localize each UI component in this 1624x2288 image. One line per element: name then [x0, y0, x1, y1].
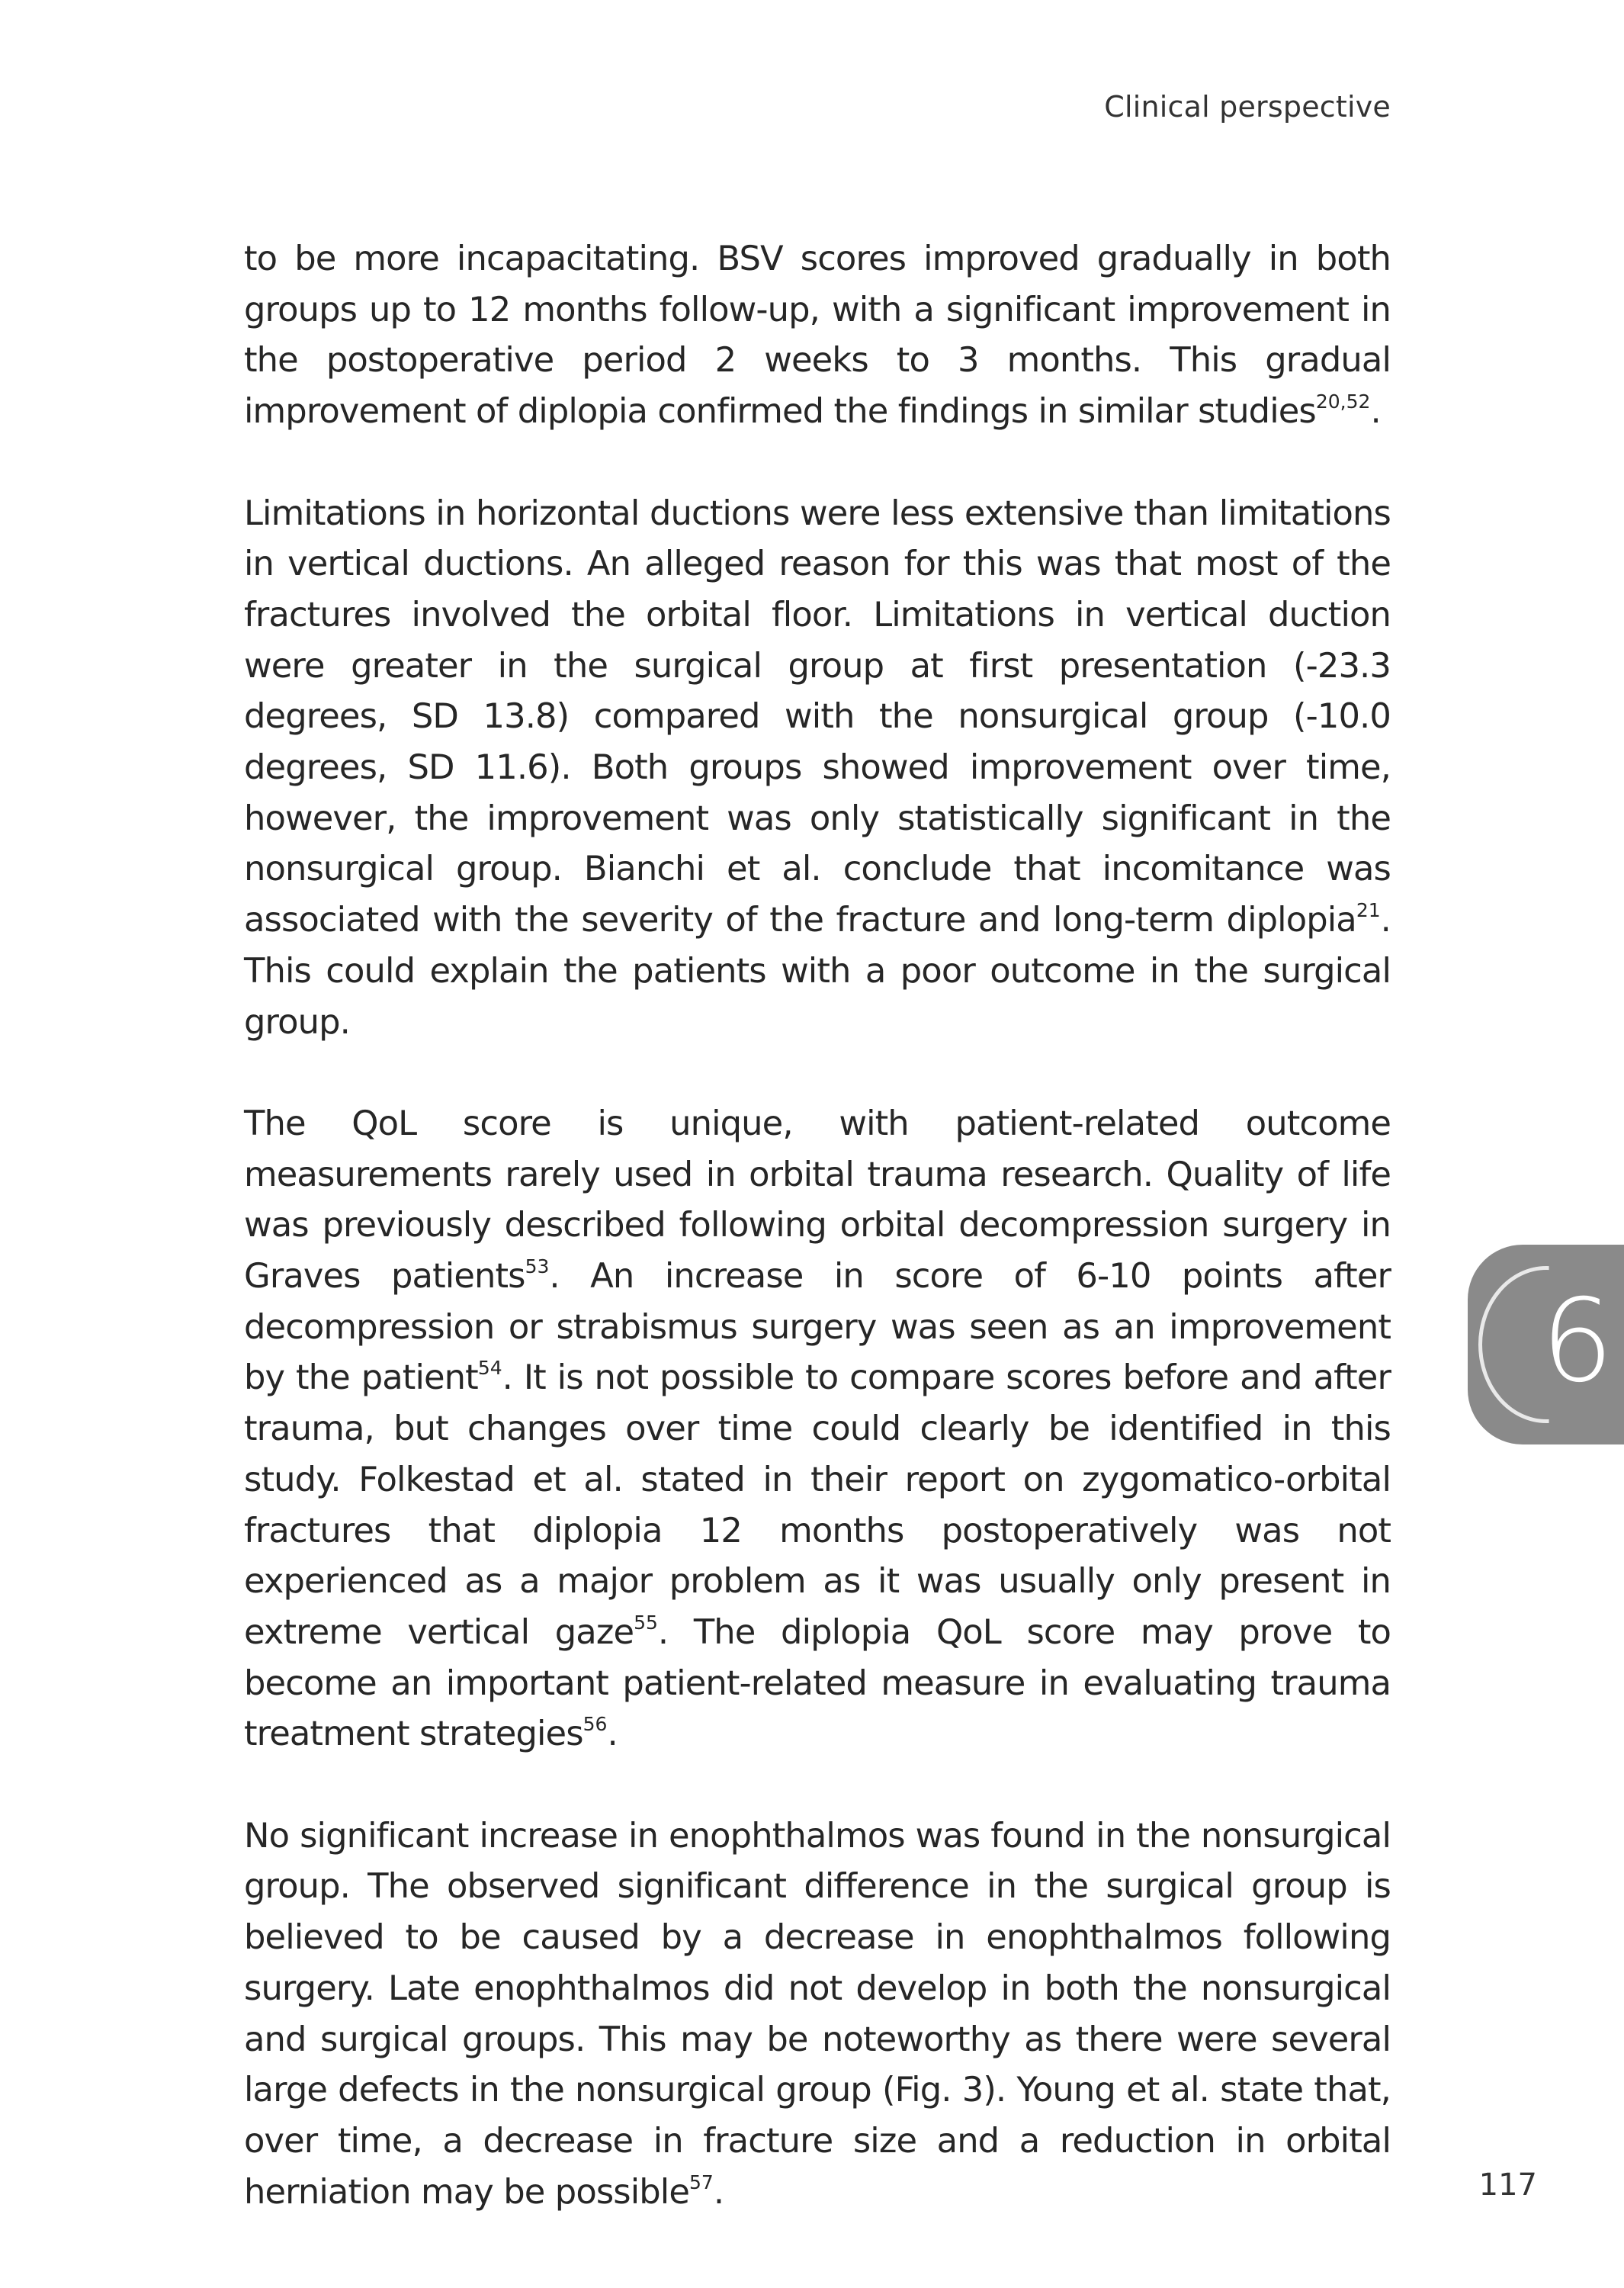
citation-ref: 57 — [689, 2171, 714, 2193]
citation-ref: 54 — [477, 1357, 502, 1380]
paragraph — [244, 1811, 1391, 2218]
paragraph — [244, 488, 1391, 1048]
chapter-number: 6 — [1541, 1275, 1614, 1408]
text-run: Limitations in horizontal ductions were less extensive than limitations in vertical ductions. An alleged reason for this was that most of the fractures involved the orbital floor. Limitations in vertical duction were greater in the surgical group at first presentation (-23.3 degrees, SD 13.8) compared with the nonsurgical group (-10.0 degrees, SD 11.6). Both groups showed improvement over time, however, the improvement was only statistically significant in the nonsurgical group. Bianchi et al. conclude that incomitance was associated with the severity of the fracture and long-term diplopia — [244, 492, 1391, 940]
text-run: . It is not possible to compare scores before and after trauma, but changes over time could clearly be identified in this study. Folkestad et al. stated in their report on zygomatico-orbital fractures that diplopia 12 months postoperatively was not experienced as a major problem as it was usually only present in extreme vertical gaze — [244, 1357, 1391, 1652]
text-run: . — [1370, 390, 1381, 432]
paragraph — [244, 1098, 1391, 1759]
text-run: . An increase in score of 6-10 points after decompression or strabismus surgery was seen as an improvement by the patient — [244, 1255, 1391, 1398]
text-run: . — [607, 1713, 618, 1754]
text-run: . — [713, 2171, 724, 2212]
text-run: No significant increase in enophthalmos was found in the nonsurgical group. The observed significant difference in the surgical group is believed to be caused by a decrease in enophthalmos following surgery. Late enophthalmos did not develop in both the nonsurgical and surgical groups. This may be noteworthy as there were several large defects in the nonsurgical group (Fig. 3). Young et al. state that, over time, a decrease in fracture size and a reduction in orbital herniation may be possible — [244, 1814, 1391, 2212]
text-run: . This could explain the patients with a poor outcome in the surgical group. — [244, 899, 1391, 1042]
running-header: Clinical perspective — [1104, 90, 1391, 124]
citation-ref: 56 — [583, 1713, 608, 1736]
text-run: to be more incapacitating. BSV scores improved gradually in both groups up to 12 months follow-up, with a significant improvement in the postoperative period 2 weeks to 3 months. This gradual improvement of diplopia confirmed the findings in similar studies — [244, 238, 1391, 432]
citation-ref: 53 — [525, 1255, 550, 1278]
citation-ref: 20,52 — [1315, 390, 1371, 413]
citation-ref: 21 — [1356, 899, 1381, 922]
citation-ref: 55 — [634, 1611, 658, 1634]
paragraph — [244, 233, 1391, 437]
page-number: 117 — [1478, 2167, 1537, 2203]
chapter-tab — [1468, 1245, 1624, 1444]
body-text — [244, 233, 1391, 2217]
text-run: The QoL score is unique, with patient-related outcome measurements rarely used in orbital trauma research. Quality of life was previously described following orbital decompression surgery in Graves patients — [244, 1102, 1391, 1297]
text-run: . The diplopia QoL score may prove to become an important patient-related measure in evaluating trauma treatment strategies — [244, 1611, 1391, 1754]
